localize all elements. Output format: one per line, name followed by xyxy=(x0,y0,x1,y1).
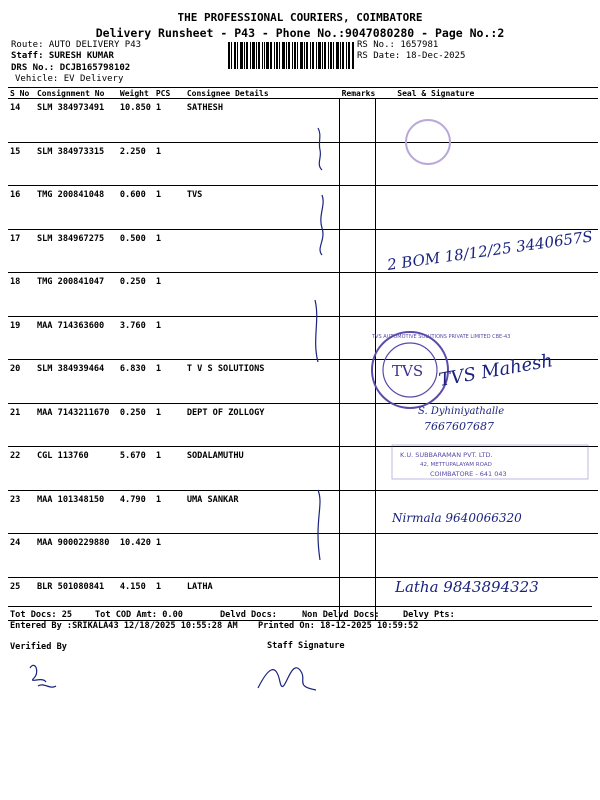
cell-remarks xyxy=(340,534,376,578)
cell-weight: 3.760 xyxy=(118,316,154,360)
cell-consignee: T V S SOLUTIONS xyxy=(185,360,340,404)
cell-seal-signature xyxy=(375,99,598,143)
col-pcs: PCS xyxy=(154,88,185,99)
cell-sno: 18 xyxy=(8,273,35,317)
handwritten-note: 2 BOM 18/12/25 3440657S xyxy=(386,227,594,274)
col-consignee: Consignee Details xyxy=(185,88,340,99)
svg-text:TVS: TVS xyxy=(392,362,424,380)
cell-weight: 4.150 xyxy=(118,577,154,621)
cell-seal-signature xyxy=(375,316,598,360)
cell-sno: 15 xyxy=(8,142,35,186)
handwritten-signature: TVS Mahesh xyxy=(437,350,555,391)
table-row xyxy=(8,490,598,534)
cell-consignee xyxy=(185,273,340,317)
cell-cons: MAA 7143211670 xyxy=(35,403,118,447)
cell-remarks xyxy=(340,360,376,404)
cell-cons: TMG 200841048 xyxy=(35,186,118,230)
cell-pcs: 1 xyxy=(154,447,185,491)
barcode xyxy=(228,42,354,69)
runsheet-title: Delivery Runsheet - P43 - Phone No.:9047080280 - Page No.:2 xyxy=(95,26,505,40)
tot-docs: Tot Docs: 25 xyxy=(10,610,73,620)
route-label: Route: AUTO DELIVERY P43 xyxy=(11,40,142,50)
cell-cons: SLM 384939464 xyxy=(35,360,118,404)
cell-remarks xyxy=(340,142,376,186)
cell-seal-signature xyxy=(375,360,598,404)
cell-sno: 19 xyxy=(8,316,35,360)
rs-no-label: RS No.: 1657981 xyxy=(357,40,439,50)
cell-sno: 17 xyxy=(8,229,35,273)
table-row xyxy=(8,447,598,491)
handwritten-note: Latha 9843894323 xyxy=(395,578,539,596)
vehicle-label: Vehicle: EV Delivery xyxy=(15,74,124,84)
cell-sno: 16 xyxy=(8,186,35,230)
cell-seal-signature xyxy=(375,447,598,491)
cell-seal-signature xyxy=(375,273,598,317)
col-seal-signature: Seal & Signature xyxy=(375,88,598,99)
cell-consignee xyxy=(185,229,340,273)
stamp-line: K.U. SUBBARAMAN PVT. LTD. xyxy=(400,451,493,459)
cell-pcs: 1 xyxy=(154,229,185,273)
cell-weight: 0.250 xyxy=(118,403,154,447)
cell-pcs: 1 xyxy=(154,99,185,143)
handwritten-phone: 7667607687 xyxy=(424,420,494,433)
cell-consignee: SATHESH xyxy=(185,99,340,143)
table-row xyxy=(8,273,598,317)
cell-cons: MAA 9000229880 xyxy=(35,534,118,578)
cell-pcs: 1 xyxy=(154,490,185,534)
verified-by-label: Verified By xyxy=(10,642,67,652)
cell-sno: 14 xyxy=(8,99,35,143)
delvy-pts: Delvy Pts: xyxy=(403,610,455,620)
cell-pcs: 1 xyxy=(154,316,185,360)
non-delvd-docs: Non Delvd Docs: xyxy=(302,610,380,620)
cell-pcs: 1 xyxy=(154,186,185,230)
cell-sno: 20 xyxy=(8,360,35,404)
col-weight: Weight xyxy=(118,88,154,99)
drs-label: DRS No.: DCJB165798102 xyxy=(11,63,131,73)
table-row xyxy=(8,229,598,273)
cell-cons: SLM 384973491 xyxy=(35,99,118,143)
table-row xyxy=(8,360,598,404)
cell-cons: SLM 384967275 xyxy=(35,229,118,273)
cell-weight: 6.830 xyxy=(118,360,154,404)
cell-pcs: 1 xyxy=(154,534,185,578)
runsheet-table xyxy=(8,87,598,621)
table-header-row xyxy=(8,88,598,99)
table-row xyxy=(8,99,598,143)
cell-pcs: 1 xyxy=(154,403,185,447)
cell-consignee: DEPT OF ZOLLOGY xyxy=(185,403,340,447)
col-sno: S No xyxy=(8,88,35,99)
cell-seal-signature xyxy=(375,142,598,186)
table-row xyxy=(8,403,598,447)
cell-consignee: TVS xyxy=(185,186,340,230)
cell-remarks xyxy=(340,273,376,317)
cell-sno: 25 xyxy=(8,577,35,621)
cell-seal-signature xyxy=(375,490,598,534)
cell-seal-signature xyxy=(375,534,598,578)
table-row xyxy=(8,316,598,360)
cell-cons: MAA 714363600 xyxy=(35,316,118,360)
cell-sno: 24 xyxy=(8,534,35,578)
cell-cons: SLM 384973315 xyxy=(35,142,118,186)
cell-remarks xyxy=(340,229,376,273)
cell-weight: 0.250 xyxy=(118,273,154,317)
cell-remarks xyxy=(340,403,376,447)
verified-signature xyxy=(30,665,56,687)
cell-remarks xyxy=(340,99,376,143)
cell-weight: 5.670 xyxy=(118,447,154,491)
table-row xyxy=(8,534,598,578)
cell-consignee xyxy=(185,142,340,186)
company-title: THE PROFESSIONAL COURIERS, COIMBATORE xyxy=(177,11,423,24)
cell-seal-signature xyxy=(375,403,598,447)
stamp-text: TVS AUTOMOTIVE SOLUTIONS PRIVATE LIMITED CBE-43 xyxy=(372,334,511,340)
cell-remarks xyxy=(340,186,376,230)
staff-label: Staff: SURESH KUMAR xyxy=(11,51,114,61)
cell-consignee xyxy=(185,316,340,360)
cell-weight: 0.600 xyxy=(118,186,154,230)
cell-cons: CGL 113760 xyxy=(35,447,118,491)
cell-weight: 0.500 xyxy=(118,229,154,273)
stamp-line: COIMBATORE - 641 043 xyxy=(430,470,507,478)
printed-on: Printed On: 18-12-2025 10:59:52 xyxy=(258,621,419,631)
cell-cons: TMG 200841047 xyxy=(35,273,118,317)
cell-consignee: UMA SANKAR xyxy=(185,490,340,534)
cell-cons: BLR 501080841 xyxy=(35,577,118,621)
delvd-docs: Delvd Docs: xyxy=(220,610,277,620)
handwritten-note: Nirmala 9640066320 xyxy=(392,511,522,525)
cell-consignee xyxy=(185,534,340,578)
staff-signature-label: Staff Signature xyxy=(267,641,345,651)
cell-weight: 4.790 xyxy=(118,490,154,534)
cell-weight: 10.850 xyxy=(118,99,154,143)
cell-sno: 21 xyxy=(8,403,35,447)
col-remarks: Remarks xyxy=(341,88,376,98)
rs-date-label: RS Date: 18-Dec-2025 xyxy=(357,51,466,61)
col-consignment-no: Consignment No xyxy=(35,88,118,99)
cell-pcs: 1 xyxy=(154,142,185,186)
cell-pcs: 1 xyxy=(154,273,185,317)
stamp-line: 42, METTUPALAYAM ROAD xyxy=(420,462,492,468)
cell-weight: 2.250 xyxy=(118,142,154,186)
cell-weight: 10.420 xyxy=(118,534,154,578)
cell-pcs: 1 xyxy=(154,577,185,621)
cell-sno: 23 xyxy=(8,490,35,534)
cell-remarks xyxy=(340,447,376,491)
cell-seal-signature xyxy=(375,186,598,230)
cell-remarks xyxy=(340,316,376,360)
cell-seal-signature xyxy=(375,229,598,273)
cell-remarks xyxy=(340,490,376,534)
entered-by: Entered By :SRIKALA43 12/18/2025 10:55:28 AM xyxy=(10,621,238,631)
table-row xyxy=(8,142,598,186)
cell-cons: MAA 101348150 xyxy=(35,490,118,534)
staff-signature-mark xyxy=(258,668,316,690)
cell-consignee: LATHA xyxy=(185,577,340,621)
cell-consignee: SODALAMUTHU xyxy=(185,447,340,491)
cell-sno: 22 xyxy=(8,447,35,491)
table-row xyxy=(8,186,598,230)
cell-pcs: 1 xyxy=(154,360,185,404)
handwritten-name: S. Dyhiniyathalle xyxy=(418,406,505,417)
tot-cod-amt: Tot COD Amt: 0.00 xyxy=(95,610,183,620)
